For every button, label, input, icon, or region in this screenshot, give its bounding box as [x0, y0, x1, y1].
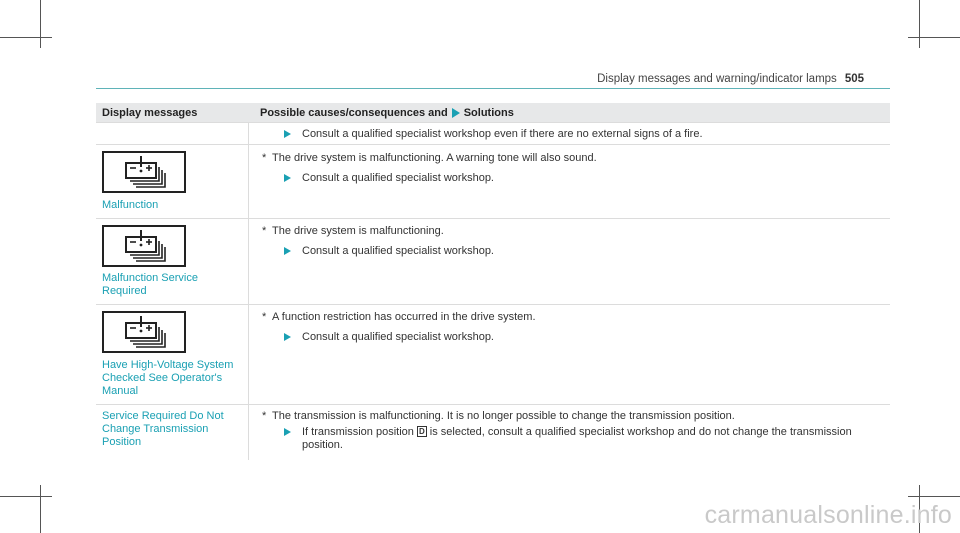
table-row	[96, 144, 890, 218]
action-text: Consult a qualified specialist workshop even if there are no external signs of a fire.	[302, 128, 703, 140]
cause-item	[262, 225, 890, 238]
message-label: Malfunction Service Required	[102, 272, 198, 297]
action-item	[262, 128, 890, 141]
col-header-display-messages: Display messages	[102, 106, 198, 119]
cause-text: The drive system is malfunctioning. A warning tone will also sound.	[272, 152, 597, 164]
solution-arrow-icon	[284, 247, 291, 255]
crop-mark	[908, 496, 960, 497]
table-row	[96, 218, 890, 304]
solution-arrow-icon	[284, 130, 291, 138]
crop-mark	[919, 0, 920, 48]
header-rule	[96, 88, 890, 89]
display-messages-table	[96, 103, 890, 460]
table-row	[96, 304, 890, 404]
action-item	[262, 245, 890, 258]
message-cell	[96, 145, 248, 218]
solution-arrow-icon	[284, 333, 291, 341]
cause-text: The drive system is malfunctioning.	[272, 225, 444, 237]
action-item	[262, 172, 890, 185]
table-header	[96, 103, 890, 122]
cause-item	[262, 410, 890, 423]
running-head-title: Display messages and warning/indicator lamps	[597, 73, 837, 85]
solution-arrow-icon	[284, 174, 291, 182]
message-cell	[96, 405, 248, 460]
action-text: Consult a qualified specialist workshop.	[302, 172, 494, 184]
action-text-post: is selected, consult a qualified specialist workshop and do not change the transmission position.	[302, 426, 852, 451]
page-number: 505	[844, 73, 864, 85]
col-header-solutions-label: Solutions	[463, 106, 514, 119]
solution-cell	[248, 145, 890, 218]
solution-cell	[248, 123, 890, 144]
message-label: Service Required Do Not Change Transmission Position	[102, 410, 224, 448]
cause-marker: *	[262, 311, 267, 323]
crop-mark	[908, 37, 960, 38]
transmission-position-symbol: D	[418, 427, 425, 436]
high-voltage-battery-icon	[102, 151, 186, 193]
watermark: carmanualsonline.info	[704, 501, 952, 529]
cause-item	[262, 311, 890, 324]
action-item	[262, 426, 890, 452]
col-header-causes-label: Possible causes/consequences and	[260, 106, 448, 119]
solution-cell	[248, 219, 890, 304]
message-label: Malfunction	[102, 199, 159, 211]
action-text: Consult a qualified specialist workshop.	[302, 331, 494, 343]
solution-cell	[248, 405, 890, 460]
table-row	[96, 404, 890, 460]
message-cell	[96, 123, 248, 144]
crop-mark	[40, 485, 41, 533]
table-row	[96, 122, 890, 144]
solution-arrow-icon	[452, 108, 460, 118]
crop-mark	[0, 37, 52, 38]
message-cell	[96, 219, 248, 304]
action-item	[262, 331, 890, 344]
high-voltage-battery-icon	[102, 225, 186, 267]
cause-marker: *	[262, 225, 267, 237]
col-header-causes	[248, 107, 514, 119]
cause-item	[262, 152, 890, 165]
solution-arrow-icon	[284, 428, 291, 436]
crop-mark	[0, 496, 52, 497]
running-head	[597, 73, 864, 85]
action-text-pre: If transmission position	[302, 426, 414, 438]
high-voltage-battery-icon	[102, 311, 186, 353]
cause-text: The transmission is malfunctioning. It is no longer possible to change the transmission position.	[272, 410, 735, 422]
cause-marker: *	[262, 410, 267, 422]
crop-mark	[40, 0, 41, 48]
message-cell	[96, 305, 248, 404]
message-label: Have High-Voltage System Checked See Operator's Manual	[102, 359, 234, 397]
action-text: Consult a qualified specialist workshop.	[302, 245, 494, 257]
cause-marker: *	[262, 152, 267, 164]
solution-cell	[248, 305, 890, 404]
cause-text: A function restriction has occurred in the drive system.	[272, 311, 536, 323]
